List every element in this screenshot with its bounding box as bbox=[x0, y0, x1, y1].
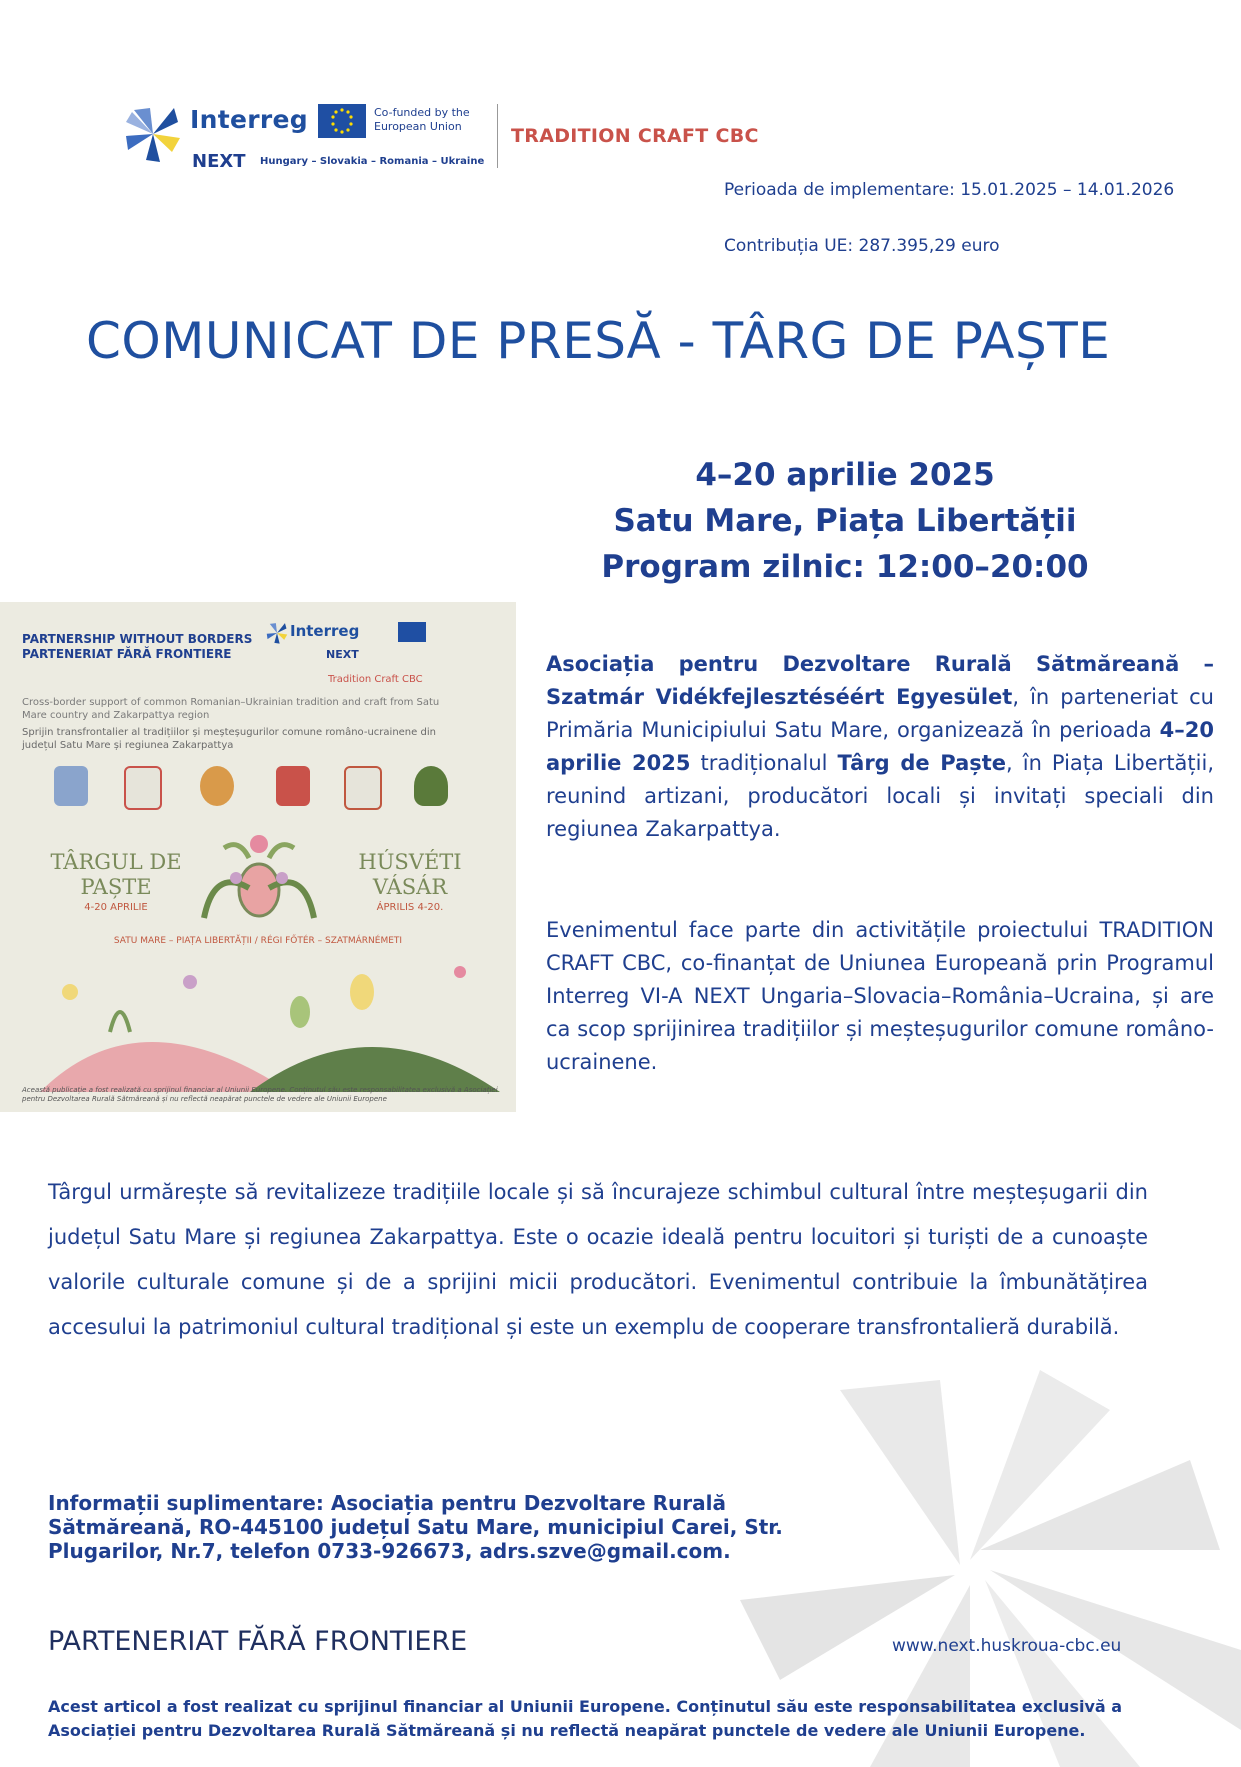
slogan-part-b: FĂRĂ FRONTIERE bbox=[236, 1626, 468, 1657]
contact-info: Informații suplimentare: Asociația pentru Dezvoltare Rurală Sătmăreană, RO-445100 județul Satu Mare, municipiul Carei, Str. Plugarilor, Nr.7, telefon 0733-926673, adrs.szve@gmail.com. bbox=[48, 1491, 783, 1563]
county-crest-icon bbox=[276, 766, 310, 806]
poster-title bbox=[22, 632, 252, 662]
poster-date-hu: ÁPRILIS 4-20. bbox=[376, 902, 444, 913]
satu-mare-crest-icon bbox=[54, 766, 88, 806]
eu-flag-icon bbox=[318, 104, 366, 138]
event-poster bbox=[0, 602, 516, 1112]
slogan-part-a: PARTENERIAT bbox=[48, 1626, 229, 1657]
paragraph-intro bbox=[546, 648, 1214, 846]
poster-title-en: PARTNERSHIP WITHOUT BORDERS bbox=[22, 632, 253, 646]
footer-disclaimer: Acest articol a fost realizat cu sprijinul financiar al Uniunii Europene. Conținutul său este responsabilitatea exclusivă a Asociației pentru Dezvoltarea Rurală Sătmăreană și nu reflectă neapărat punctele de vedere ale Uniunii Europene. bbox=[48, 1697, 1123, 1740]
event-schedule: Program zilnic: 12:00–20:00 bbox=[601, 549, 1089, 585]
partner-logo-icon bbox=[124, 766, 162, 810]
poster-project-name: Tradition Craft CBC bbox=[328, 674, 423, 685]
poster-interreg-text: Interreg bbox=[290, 622, 360, 640]
event-dates: 4–20 aprilie 2025 bbox=[695, 457, 995, 493]
interreg-logo-text: Interreg bbox=[190, 105, 308, 134]
poster-location: SATU MARE – PIAȚA LIBERTĂȚII / RÉGI FŐTÉR – SZATMÁRNÉMETI bbox=[113, 936, 403, 946]
event-place: Satu Mare, Piața Libertății bbox=[613, 503, 1077, 539]
paragraph-text: , în parteneriat cu Primăria Municipiului Satu Mare, organizează în perioada bbox=[546, 685, 1214, 742]
project-name: TRADITION CRAFT CBC bbox=[511, 125, 759, 147]
poster-floral-hills bbox=[0, 952, 516, 1092]
partnership-slogan bbox=[48, 1626, 467, 1657]
event-dates-inline: 4–20 aprilie 2025 bbox=[546, 718, 1214, 775]
ornament-logo-icon bbox=[200, 766, 234, 806]
next-logo-text: NEXT bbox=[192, 151, 246, 172]
paragraph-text: , în Piața Libertății, reunind artizani, producători locali și invitați speciali din regiunea Zakarpattya. bbox=[546, 751, 1215, 841]
poster-title-hu-fair: HÚSVÉTI VÁSÁR bbox=[358, 850, 462, 899]
poster-disclaimer: Această publicație a fost realizată cu sprijinul financiar al Uniunii Europene. Conținutul său este responsabilitatea exclusivă a Asociației pentru Dezvoltarea Rurală Sătmăreană și nu reflectă neapărat punctele de vedere ale Uniunii Europene bbox=[22, 1086, 498, 1103]
poster-title-ro-fair: TÂRGUL DE PAȘTE bbox=[50, 850, 182, 899]
paragraph-purpose: Târgul urmărește să revitalizeze tradițiile locale și să încurajeze schimbul cultural între meșteșugarii din județul Satu Mare și regiunea Zakarpattya. Este o ocazie ideală pentru locuitori și turiști de a cunoaște valorile culturale comune și de a sprijini micii producători. Evenimentul contribuie la îmbunătățirea accesului la patrimoniul cultural tradițional și este un exemplu de cooperare transfrontalieră durabilă. bbox=[48, 1180, 1148, 1339]
poster-next-text: NEXT bbox=[326, 648, 359, 661]
fair-name: Târg de Paște bbox=[837, 751, 1007, 775]
association-logo-icon bbox=[344, 766, 382, 810]
website-link[interactable]: www.next.huskroua-cbc.eu bbox=[892, 1636, 1122, 1656]
organizer-name: Asociația pentru Dezvoltare Rurală Sătmăreană – Szatmár Vidékfejlesztéséért Egyesület bbox=[546, 652, 1214, 709]
easter-egg-ornament-icon bbox=[194, 828, 324, 928]
page-title: COMUNICAT DE PRESĂ - TÂRG DE PAȘTE bbox=[86, 312, 1111, 370]
poster-date-ro: 4-20 APRILIE bbox=[84, 902, 148, 913]
eu-cofunded-text: Co-funded by the European Union bbox=[374, 106, 470, 133]
header-divider bbox=[497, 104, 498, 168]
poster-eu-flag-icon bbox=[398, 622, 426, 642]
paragraph-project: Evenimentul face parte din activitățile proiectului TRADITION CRAFT CBC, co-finanțat de Uniunea Europeană prin Programul Interreg VI-A NEXT Ungaria–Slovacia–România–Ucraina, și are ca scop sprijinirea tradițiilor și meșteșugurilor comune româno-ucrainene. bbox=[546, 918, 1214, 1074]
poster-title-ro: PARTENERIAT FĂRĂ FRONTIERE bbox=[22, 647, 232, 661]
paragraph-text: tradiționalul bbox=[690, 751, 838, 775]
poster-subtitle-ro: Sprijin transfrontalier al tradițiilor și meșteșugurilor comune româno-ucrainene din județul Satu Mare și regiunea Zakarpattya bbox=[22, 727, 436, 751]
poster-subtitle-en: Cross-border support of common Romanian–Ukrainian tradition and craft from Satu Mare country and Zakarpattya region bbox=[22, 697, 440, 721]
event-details bbox=[560, 452, 1130, 590]
rural-logo-icon bbox=[414, 766, 448, 806]
eu-contribution: Contribuția UE: 287.395,29 euro bbox=[724, 236, 1000, 256]
poster-interreg-star-icon bbox=[266, 620, 288, 646]
implementation-period: Perioada de implementare: 15.01.2025 – 14.01.2026 bbox=[724, 180, 1175, 200]
countries-text: Hungary – Slovakia – Romania – Ukraine bbox=[260, 156, 485, 167]
interreg-star-icon bbox=[124, 104, 182, 164]
